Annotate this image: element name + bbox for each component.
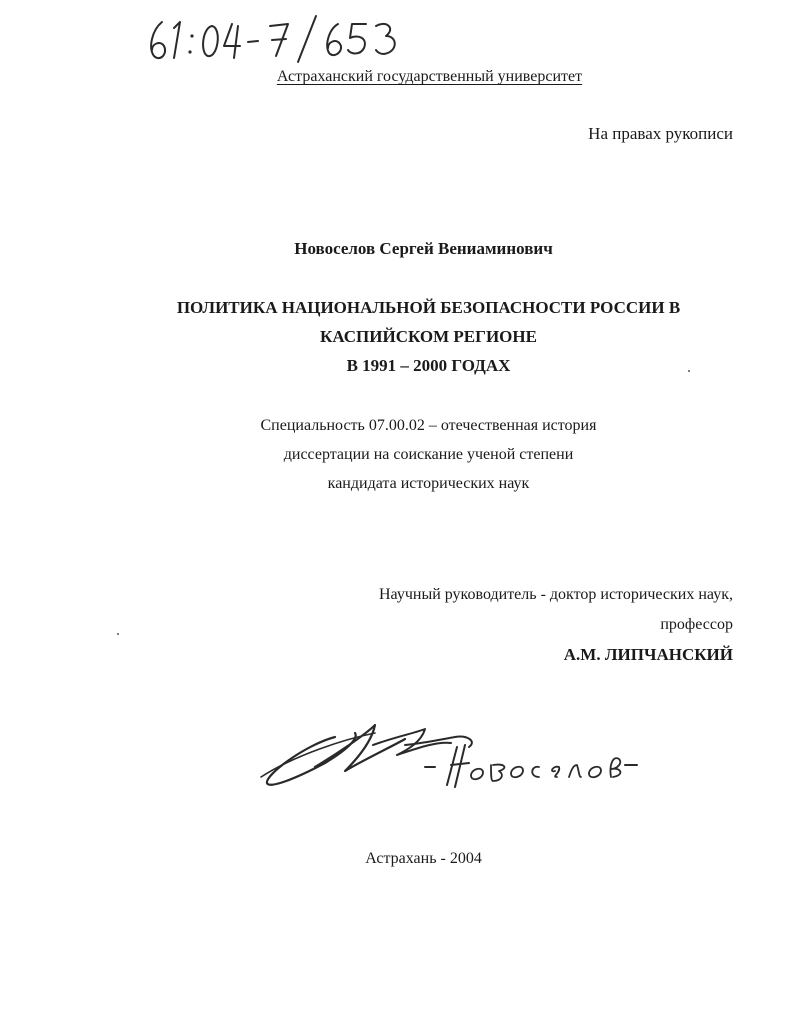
supervisor-role: Научный руководитель - доктор исторических наук,: [378, 586, 733, 603]
supervisor-name: А.М. ЛИПЧАНСКИЙ: [563, 645, 733, 664]
city-year: Астрахань - 2004: [365, 850, 482, 867]
scan-speck: [688, 370, 690, 372]
author-name: Новоселов Сергей Вениаминович: [294, 239, 553, 258]
title-line: В 1991 – 2000 ГОДАХ: [346, 356, 511, 375]
manuscript-rights-note: На правах рукописи: [588, 124, 733, 143]
specialty-block: [0, 411, 799, 498]
supervisor-title: профессор: [660, 616, 733, 633]
supervisor-block: [379, 580, 733, 670]
title-line: КАСПИЙСКОМ РЕГИОНЕ: [320, 327, 537, 346]
specialty-line: Специальность 07.00.02 – отечественная история: [260, 417, 597, 434]
author-signature: [255, 715, 645, 825]
specialty-line: кандидата исторических наук: [327, 475, 530, 492]
dissertation-title: [0, 293, 799, 380]
handwritten-archive-code: [140, 8, 420, 68]
scan-speck: [117, 633, 119, 635]
specialty-line: диссертации на соискание ученой степени: [283, 446, 574, 463]
university-name: Астраханский государственный университет: [276, 68, 583, 85]
title-line: ПОЛИТИКА НАЦИОНАЛЬНОЙ БЕЗОПАСНОСТИ РОССИИ В: [176, 298, 681, 317]
